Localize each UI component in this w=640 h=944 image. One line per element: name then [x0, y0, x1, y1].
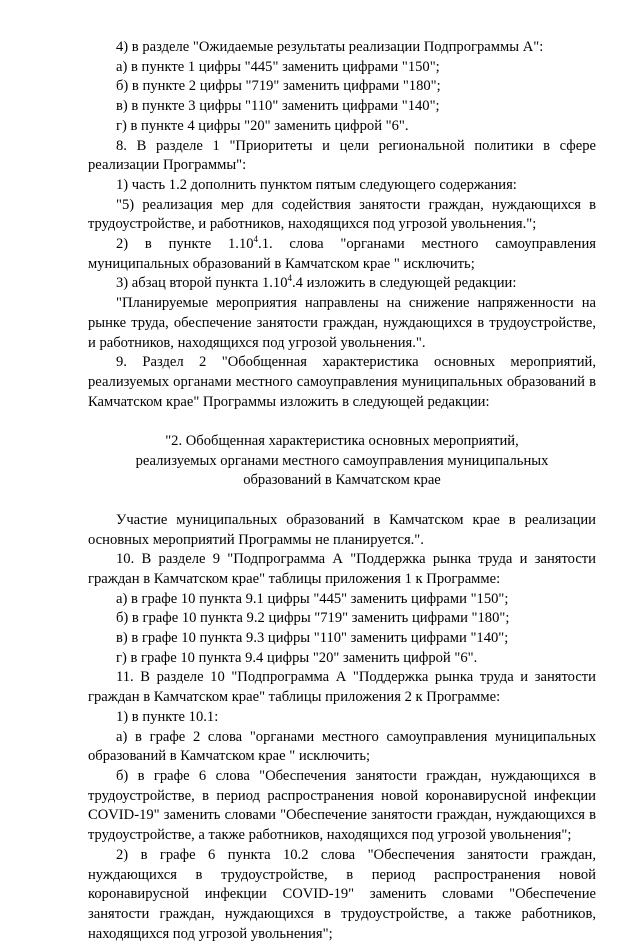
paragraph: "Планируемые мероприятия направлены на снижение напряженности на рынке труда, обеспечение занятости граждан, нуждающихся в трудоустройстве, и работников, находящихся под угрозой увольнения.".: [88, 295, 596, 351]
paragraph-text: .1. слова "органами местного самоуправления муниципальных образований в Камчатском крае " исключить;: [88, 236, 596, 272]
superscript: 4: [287, 273, 293, 284]
paragraph: б) в графе 6 слова "Обеспечения занятости граждан, нуждающихся в трудоустройстве, в период распространения новой коронавирусной инфекции COVID-19" заменить словами "Обеспечение занятости граждан, нуждающихся в трудоустройстве, а также работников, находящихся под угрозой увольнения";: [88, 767, 596, 844]
paragraph: г) в графе 10 пункта 9.4 цифры "20" заменить цифрой "6".: [116, 649, 478, 666]
paragraph: "5) реализация мер для содействия занятости граждан, нуждающихся в трудоустройстве, и работников, находящихся под угрозой увольнения.";: [88, 196, 596, 233]
paragraph: г) в пункте 4 цифры "20" заменить цифрой "6".: [116, 117, 409, 134]
paragraph: 4) в разделе "Ожидаемые результаты реализации Подпрограммы А":: [116, 39, 544, 55]
paragraph: б) в графе 10 пункта 9.2 цифры "719" заменить цифрами "180";: [116, 610, 510, 627]
superscript: 4: [253, 234, 259, 245]
paragraph-text: 2) в пункте 1.10: [116, 236, 254, 253]
paragraph: 1) часть 1.2 дополнить пунктом пятым следующего содержания:: [116, 176, 517, 193]
paragraph: 10. В разделе 9 "Подпрограмма А "Поддержка рынка труда и занятости граждан в Камчатском крае" таблицы приложения 1 к Программе:: [88, 551, 596, 587]
section-heading-line: "2. Обобщенная характеристика основных мероприятий,: [165, 433, 519, 450]
paragraph: 1) в пункте 10.1:: [116, 708, 219, 725]
section-heading-line: реализуемых органами местного самоуправления муниципальных: [135, 452, 549, 469]
paragraph: Участие муниципальных образований в Камчатском крае в реализации основных мероприятий Программы не планируется.".: [88, 511, 596, 548]
spacer: [88, 412, 596, 432]
paragraph: 2) в графе 6 пункта 10.2 слова "Обеспечения занятости граждан, нуждающихся в трудоустройстве, в период распространения новой коронавирусной инфекции COVID-19" заменить словами "Обеспечение занятости граждан, нуждающихся в трудоустройстве, а также работников, находящихся под угрозой увольнения";: [88, 846, 596, 942]
paragraph-text: 3) абзац второй пункта 1.10: [116, 275, 288, 292]
paragraph-with-superscript: [88, 235, 596, 274]
paragraph: 9. Раздел 2 "Обобщенная характеристика основных мероприятий, реализуемых органами местного самоуправления муниципальных образований в Камчатском крае" Программы изложить в следующей редакции:: [88, 354, 596, 410]
paragraph: 8. В разделе 1 "Приоритеты и цели региональной политики в сфере реализации Программы":: [88, 137, 596, 174]
paragraph: 11. В разделе 10 "Подпрограмма А "Поддержка рынка труда и занятости граждан в Камчатском крае" таблицы приложения 2 к Программе:: [88, 669, 596, 706]
document-body: [88, 38, 596, 944]
paragraph: в) в графе 10 пункта 9.3 цифры "110" заменить цифрами "140";: [116, 630, 509, 647]
paragraph: в) в пункте 3 цифры "110" заменить цифрами "140";: [116, 98, 440, 115]
paragraph: а) в пункте 1 цифры "445" заменить цифрами "150";: [116, 58, 440, 75]
paragraph-text: .4 изложить в следующей редакции:: [292, 275, 517, 292]
paragraph-with-superscript: [88, 274, 596, 294]
paragraph: а) в графе 10 пункта 9.1 цифры "445" заменить цифрами "150";: [116, 590, 509, 607]
paragraph: б) в пункте 2 цифры "719" заменить цифрами "180";: [116, 78, 441, 95]
spacer: [88, 491, 596, 511]
section-heading-line: образований в Камчатском крае: [243, 472, 441, 489]
paragraph: а) в графе 2 слова "органами местного самоуправления муниципальных образований в Камчатском крае " исключить;: [88, 728, 596, 765]
